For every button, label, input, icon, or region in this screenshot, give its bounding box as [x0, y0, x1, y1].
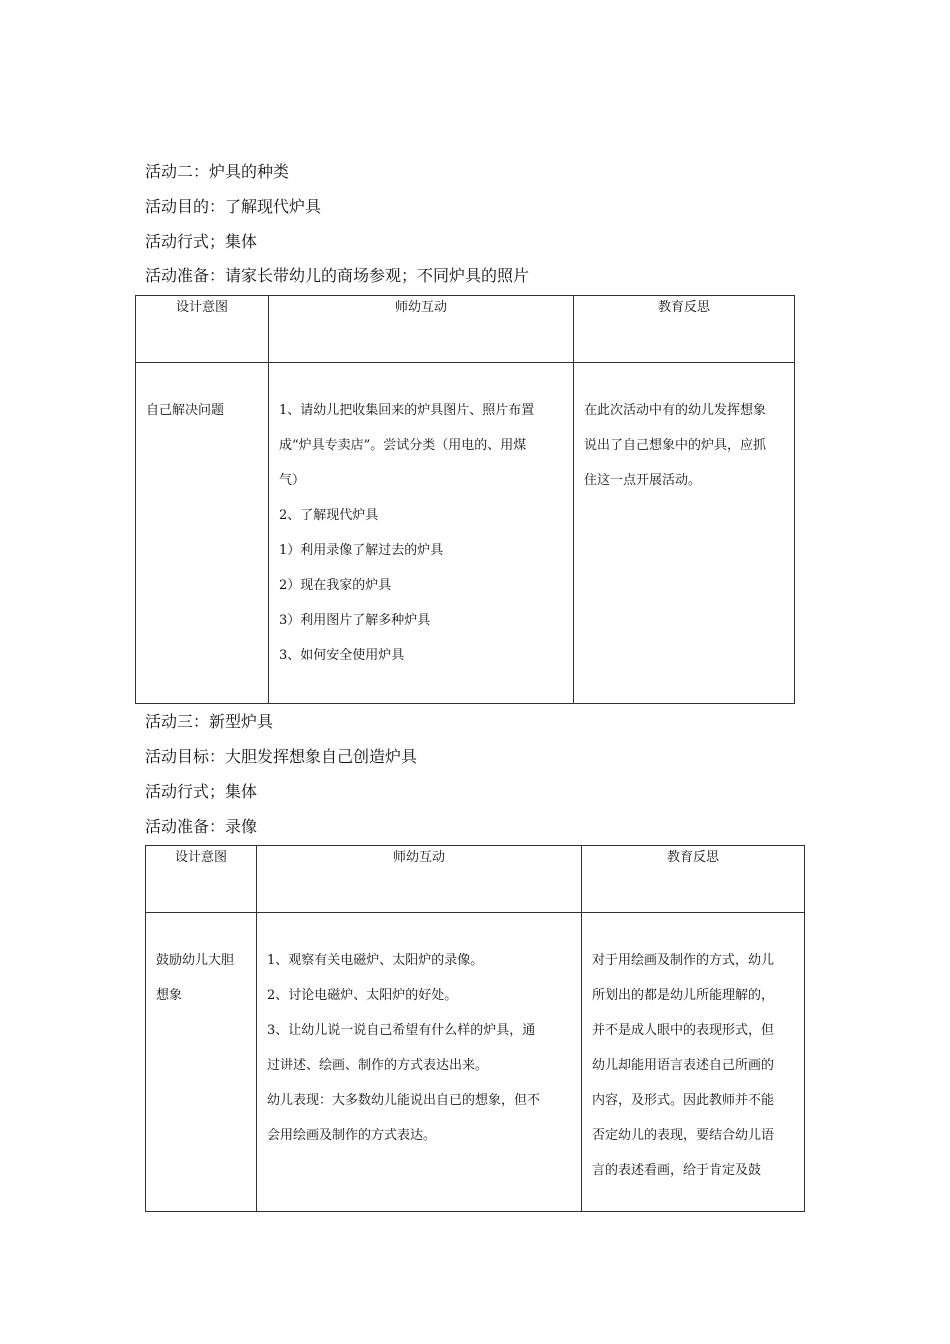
reflection-line: 在此次活动中有的幼儿发挥想象	[584, 403, 767, 418]
interaction-line: 1、观察有关电磁炉、太阳炉的录像。	[267, 953, 484, 968]
interaction-line: 气）	[279, 473, 306, 488]
intent-text: 自己解决问题	[146, 403, 225, 418]
interaction-line: 3、让幼儿说一说自己希望有什么样的炉具，通	[267, 1023, 536, 1038]
header-cell-reflection: 教育反思	[582, 846, 805, 913]
header-cell-intent: 设计意图	[146, 846, 257, 913]
reflection-line: 并不是成人眼中的表现形式，但	[592, 1023, 775, 1038]
intent-line: 鼓励幼儿大胆	[156, 953, 235, 968]
section3-goal: 活动目标：大胆发挥想象自己创造炉具	[145, 747, 418, 766]
interaction-cell	[269, 363, 574, 704]
reflection-cell	[574, 363, 795, 704]
interaction-line: 成“炉具专卖店”。尝试分类（用电的、用煤	[279, 438, 527, 453]
reflection-line: 住这一点开展活动。	[584, 473, 702, 488]
reflection-clip	[592, 943, 804, 1211]
reflection-line: 说出了自己想象中的炉具，应抓	[584, 438, 767, 453]
interaction-cell	[257, 913, 582, 1212]
interaction-line: 3）利用图片了解多种炉具	[279, 613, 431, 628]
interaction-line: 2）现在我家的炉具	[279, 578, 392, 593]
interaction-line: 2、讨论电磁炉、太阳炉的好处。	[267, 988, 458, 1003]
interaction-line: 过讲述、绘画、制作的方式表达出来。	[267, 1058, 489, 1073]
section2-form: 活动行式；集体	[145, 232, 258, 251]
intent-cell	[136, 363, 269, 704]
interaction-line: 3、如何安全使用炉具	[279, 648, 405, 663]
header-cell-intent: 设计意图	[136, 296, 269, 363]
header-cell-interaction: 师幼互动	[269, 296, 574, 363]
interaction-line: 会用绘画及制作的方式表达。	[267, 1128, 437, 1143]
section2-prep: 活动准备：请家长带幼儿的商场参观；不同炉具的照片	[145, 266, 530, 285]
reflection-line: 内容，及形式。因此教师并不能	[592, 1093, 775, 1108]
section2-table	[135, 295, 795, 704]
reflection-cell	[582, 913, 805, 1212]
interaction-line: 1）利用录像了解过去的炉具	[279, 543, 444, 558]
table-header-row	[136, 296, 795, 363]
section3-title: 活动三：新型炉具	[145, 712, 274, 731]
section2-title: 活动二：炉具的种类	[145, 162, 290, 181]
reflection-line: 对于用绘画及制作的方式，幼儿	[592, 953, 775, 968]
reflection-line: 言的表述看画，给于肯定及鼓	[592, 1163, 762, 1178]
section3-form: 活动行式；集体	[145, 782, 258, 801]
interaction-line: 2、了解现代炉具	[279, 508, 379, 523]
header-cell-interaction: 师幼互动	[257, 846, 582, 913]
table-header-row	[146, 846, 805, 913]
section3-prep: 活动准备：录像	[145, 817, 258, 836]
section3-table	[145, 845, 805, 1212]
header-cell-reflection: 教育反思	[574, 296, 795, 363]
table-row	[136, 363, 795, 704]
intent-line: 想象	[156, 988, 183, 1003]
section2-goal: 活动目的：了解现代炉具	[145, 197, 322, 216]
interaction-line: 幼儿表现：大多数幼儿能说出自已的想象，但不	[267, 1093, 541, 1108]
intent-cell	[146, 913, 257, 1212]
reflection-line: 所划出的都是幼儿所能理解的，	[592, 988, 775, 1003]
reflection-line: 幼儿却能用语言表述自己所画的	[592, 1058, 775, 1073]
reflection-line: 否定幼儿的表现，要结合幼儿语	[592, 1128, 775, 1143]
interaction-line: 1、请幼儿把收集回来的炉具图片、照片布置	[279, 403, 535, 418]
table-row	[146, 913, 805, 1212]
